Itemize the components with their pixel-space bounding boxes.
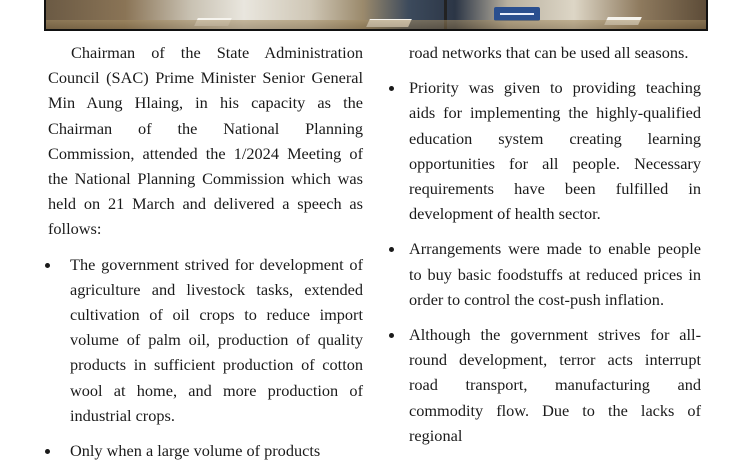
bullet-text: The government strived for development of agriculture and livestock tasks, extended cultivation of oil crops to reduce import volume of palm oil, production of quality products in sufficient production of cotton wool at home, and more production of industrial crops. [70, 254, 363, 425]
bullet-text: Arrangements were made to enable people to buy basic foodstuffs at reduced prices in order to control the cost-push inflation. [409, 239, 701, 309]
bullet-text: Only when a large volume of products [70, 441, 321, 461]
intro-paragraph: Chairman of the State Administration Council (SAC) Prime Minister Senior General Min Aung Hlaing, in his capacity as the Chairman of the National Planning Commission, attended the 1/2024 Meeting of the National Planning Commission which was held on 21 March and delivered a speech as follows: [48, 43, 363, 239]
bullet-dot-icon [45, 263, 50, 268]
bullet-dot-icon [389, 247, 394, 252]
bullet-item [409, 236, 701, 312]
bullet-text: Priority was given to providing teaching aids for implementing the highly-qualified education system creating learning opportunities for all people. Necessary requirements have been fulfilled in development of health sector. [409, 78, 701, 224]
bullet-dot-icon [45, 449, 50, 454]
bullet-dot-icon [389, 86, 394, 91]
continuation-paragraph: road networks that can be used all seasons. [409, 43, 689, 62]
bullet-item [409, 322, 701, 448]
bullet-item [48, 438, 363, 463]
news-photo [44, 0, 708, 31]
right-column [409, 40, 701, 448]
bullet-dot-icon [389, 333, 394, 338]
bullet-text: Although the government strives for all-round development, terror acts interrupt road transport, manufacturing and commodity flow. Due to the lacks of regional [409, 325, 701, 445]
left-column [48, 40, 363, 463]
meeting-table [46, 20, 706, 29]
right-bullet-list [409, 75, 701, 448]
bullet-item [409, 75, 701, 226]
bullet-item [48, 252, 363, 428]
left-bullet-list [48, 252, 363, 463]
name-placard [494, 7, 540, 21]
